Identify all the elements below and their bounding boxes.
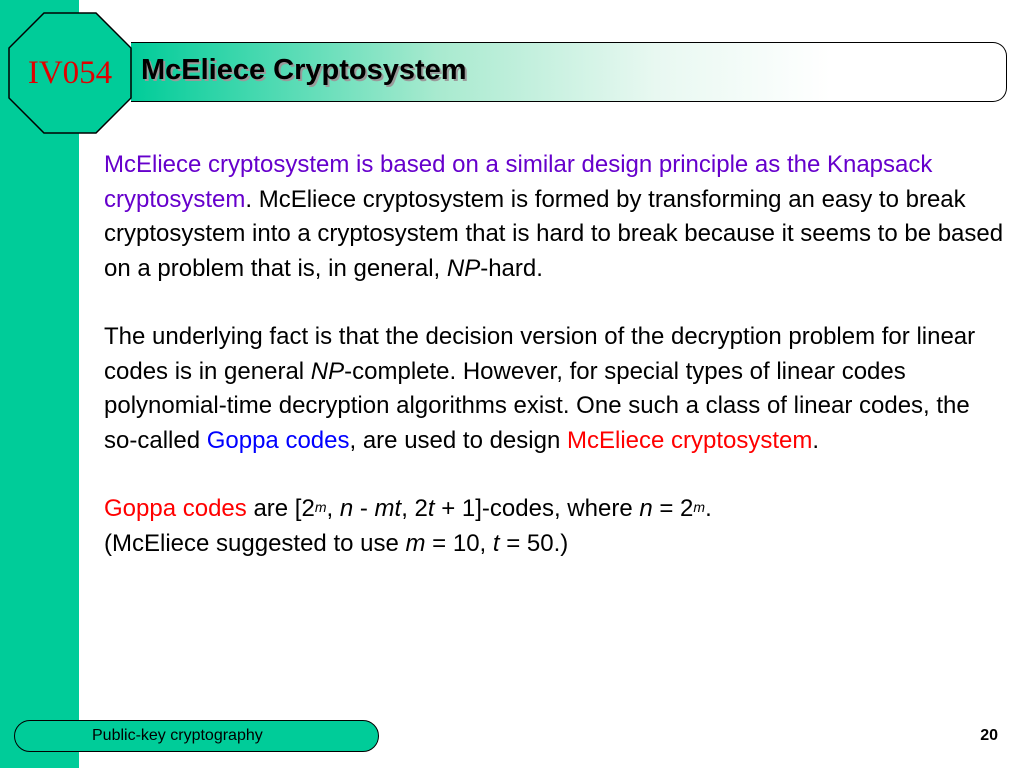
slide-title: McEliece Cryptosystem [141,54,467,86]
course-code: IV054 [27,54,113,91]
formula-text: , [326,495,340,522]
body-text: , are used to design [349,426,567,454]
course-badge [8,12,132,134]
goppa-codes-term: Goppa codes [206,426,350,454]
variable: n [339,495,354,522]
formula-text: + 1]-codes, where [434,495,640,522]
body-text: The underlying fact is that the decision version of the decryption problem for linear codes is in general [104,323,976,385]
footer-label: Public-key cryptography [92,727,263,744]
page-number: 20 [980,727,998,744]
variable: t [492,529,500,557]
np-term: NP [310,357,345,385]
formula-text: = 50.) [499,529,569,557]
formula-text: are [2 [246,495,315,522]
body-text: -hard. [480,254,543,282]
slide-content [104,148,1004,561]
variable: m [405,529,426,557]
mceliece-term: McEliece cryptosystem [566,426,813,454]
body-text: -complete. However, for special types of linear codes polynomial-time decryption algorithms exist. One such a class of linear codes, the so-called [104,357,970,454]
formula-text: = 2 [652,495,694,522]
formula-text: , 2 [401,495,428,522]
formula-text: - [353,495,375,522]
formula-text: = 10, [425,529,493,557]
paragraph-goppa-definition [104,492,1004,527]
variable: n [639,495,653,522]
formula-text: . [705,495,712,522]
paragraph-parameters [104,527,1004,562]
purple-highlight-text: McEliece cryptosystem is based on a similar design principle as the Knapsack cryptosystem [104,151,933,213]
variable: t [427,495,435,522]
body-text: . [812,426,820,454]
goppa-codes-term: Goppa codes [104,495,247,522]
paragraph-intro [104,148,1004,286]
paragraph-fact [104,320,1004,458]
np-term: NP [446,254,481,282]
variable: mt [374,495,402,522]
body-text: . McEliece cryptosystem is formed by transforming an easy to break cryptosystem into a cryptosystem that is hard to break because it seems to be based on a problem that is, in general, [104,185,1004,282]
exponent: m [314,499,327,515]
exponent: m [693,499,706,515]
formula-text: (McEliece suggested to use [104,529,406,557]
